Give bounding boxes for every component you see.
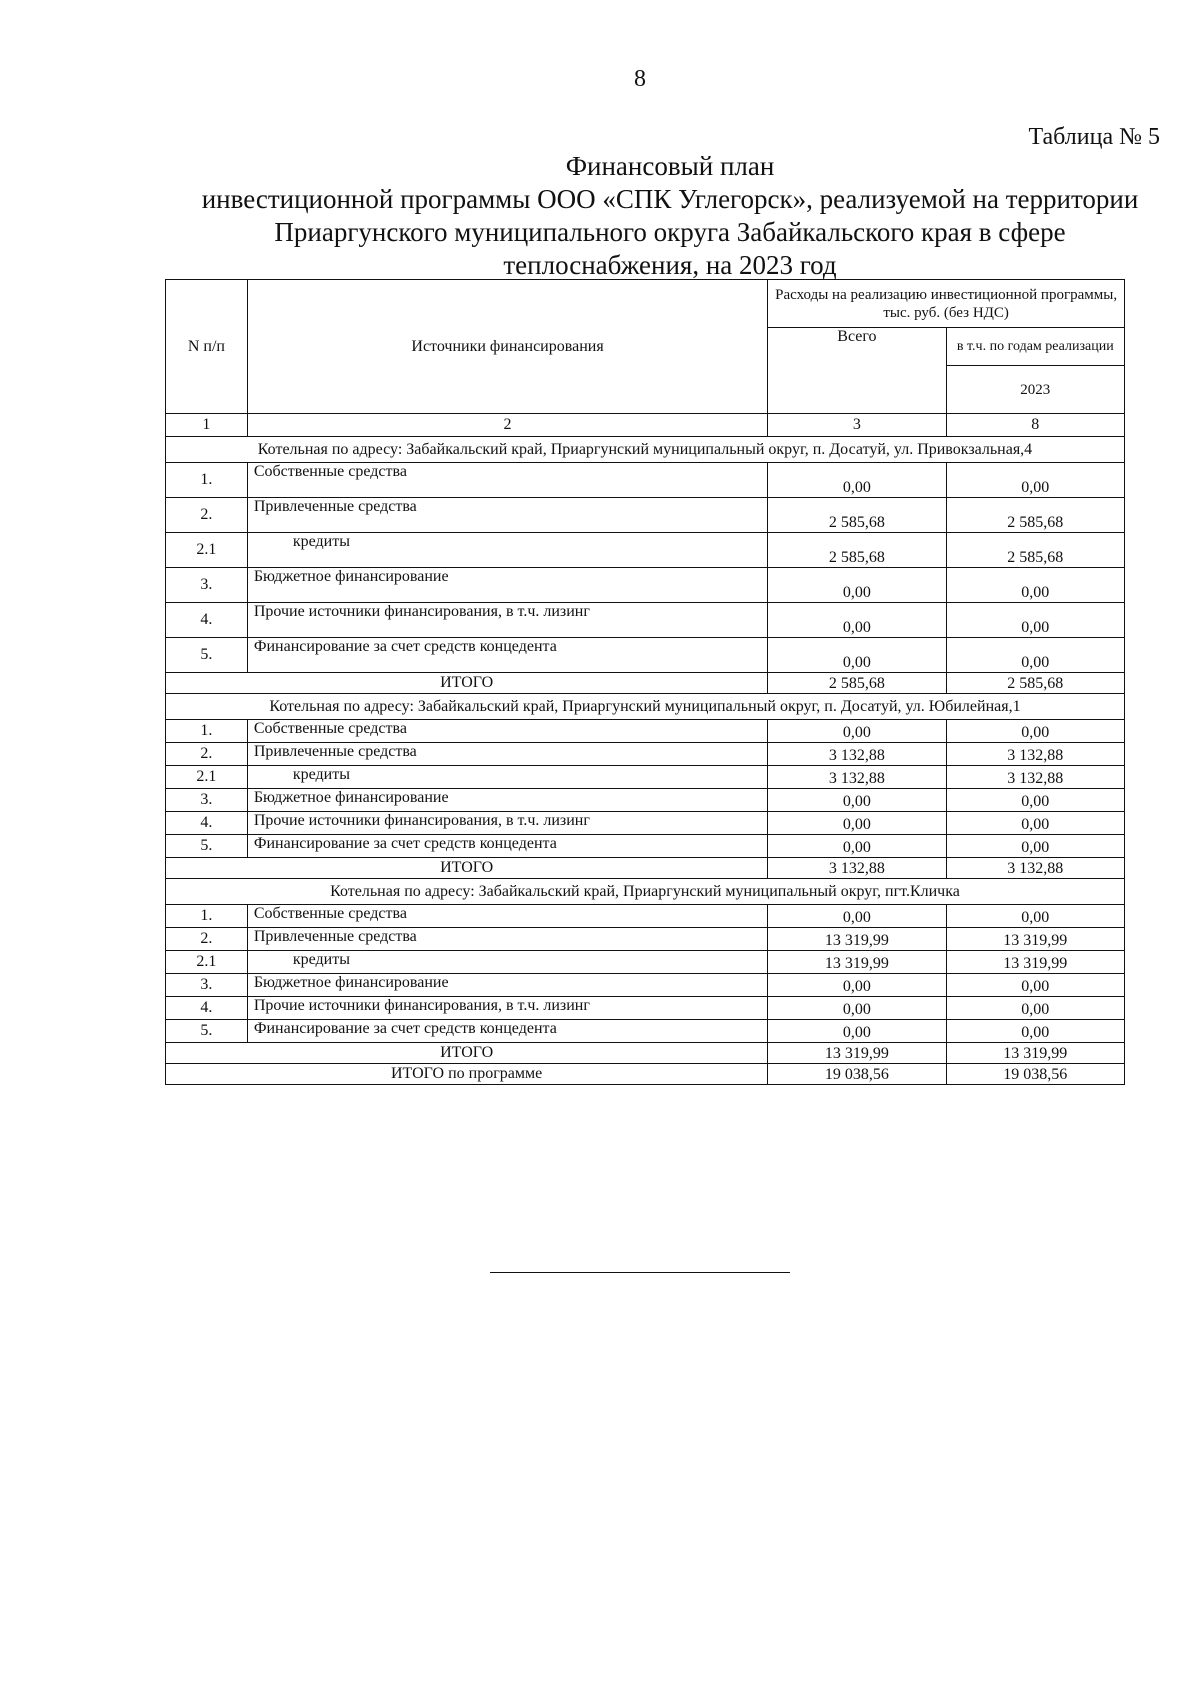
column-numbers-row bbox=[166, 414, 1125, 437]
header-total: Всего bbox=[768, 328, 946, 414]
header-expenses: Расходы на реализацию инвестиционной программы, тыс. руб. (без НДС) bbox=[768, 280, 1125, 328]
program-total-value: 19 038,56 bbox=[768, 1064, 946, 1085]
row-total-value: 0,00 bbox=[768, 974, 946, 997]
row-year-value: 0,00 bbox=[946, 1020, 1124, 1043]
row-source: Бюджетное финансирование bbox=[247, 974, 767, 997]
row-number: 3. bbox=[166, 789, 248, 812]
section-total-value: 2 585,68 bbox=[768, 673, 946, 694]
page-number: 8 bbox=[634, 66, 646, 92]
row-year-value: 3 132,88 bbox=[946, 743, 1124, 766]
document-title bbox=[140, 150, 1200, 282]
table-label: Таблица № 5 bbox=[1028, 124, 1160, 150]
section-total-row bbox=[166, 673, 1125, 694]
row-number: 2. bbox=[166, 498, 248, 533]
table-row bbox=[166, 568, 1125, 603]
section-total-value: 13 319,99 bbox=[768, 1043, 946, 1064]
row-year-value: 0,00 bbox=[946, 603, 1124, 638]
row-total-value: 0,00 bbox=[768, 603, 946, 638]
row-year-value: 0,00 bbox=[946, 568, 1124, 603]
row-year-value: 0,00 bbox=[946, 905, 1124, 928]
row-source: кредиты bbox=[247, 766, 767, 789]
row-source: Привлеченные средства bbox=[247, 498, 767, 533]
section-total-row bbox=[166, 1043, 1125, 1064]
row-number: 2.1 bbox=[166, 533, 248, 568]
table-row bbox=[166, 812, 1125, 835]
section-total-year-value: 3 132,88 bbox=[946, 858, 1124, 879]
row-year-value: 0,00 bbox=[946, 997, 1124, 1020]
row-year-value: 0,00 bbox=[946, 789, 1124, 812]
row-total-value: 0,00 bbox=[768, 720, 946, 743]
row-total-value: 0,00 bbox=[768, 997, 946, 1020]
row-year-value: 0,00 bbox=[946, 812, 1124, 835]
section-heading-row bbox=[166, 879, 1125, 905]
section-title: Котельная по адресу: Забайкальский край, Приаргунский муниципальный округ, п. Досатуй, ул. Юбилейная,1 bbox=[166, 694, 1125, 720]
row-source: Бюджетное финансирование bbox=[247, 568, 767, 603]
row-source: кредиты bbox=[247, 951, 767, 974]
row-source: Привлеченные средства bbox=[247, 743, 767, 766]
row-source: Собственные средства bbox=[247, 463, 767, 498]
column-number: 3 bbox=[768, 414, 946, 437]
section-title: Котельная по адресу: Забайкальский край, Приаргунский муниципальный округ, пгт.Кличка bbox=[166, 879, 1125, 905]
table-row bbox=[166, 951, 1125, 974]
row-year-value: 0,00 bbox=[946, 974, 1124, 997]
row-year-value: 13 319,99 bbox=[946, 928, 1124, 951]
row-year-value: 0,00 bbox=[946, 720, 1124, 743]
row-number: 2. bbox=[166, 743, 248, 766]
row-year-value: 2 585,68 bbox=[946, 498, 1124, 533]
header-year: 2023 bbox=[946, 366, 1124, 414]
title-line-4: теплоснабжения, на 2023 год bbox=[503, 250, 837, 280]
table-row bbox=[166, 997, 1125, 1020]
row-year-value: 13 319,99 bbox=[946, 951, 1124, 974]
row-year-value: 0,00 bbox=[946, 835, 1124, 858]
row-number: 5. bbox=[166, 638, 248, 673]
header-by-years: в т.ч. по годам реализации bbox=[946, 328, 1124, 366]
row-number: 1. bbox=[166, 720, 248, 743]
table-row bbox=[166, 766, 1125, 789]
table-row bbox=[166, 905, 1125, 928]
section-heading-row bbox=[166, 437, 1125, 463]
financial-plan-table bbox=[165, 279, 1125, 1085]
header-row bbox=[166, 280, 1125, 328]
row-total-value: 0,00 bbox=[768, 568, 946, 603]
table-row bbox=[166, 498, 1125, 533]
row-year-value: 0,00 bbox=[946, 463, 1124, 498]
section-title: Котельная по адресу: Забайкальский край, Приаргунский муниципальный округ, п. Досатуй, ул. Привокзальная,4 bbox=[166, 437, 1125, 463]
section-total-label: ИТОГО bbox=[166, 1043, 768, 1064]
table-row bbox=[166, 463, 1125, 498]
row-source: Собственные средства bbox=[247, 905, 767, 928]
program-total-label: ИТОГО по программе bbox=[166, 1064, 768, 1085]
table-row bbox=[166, 835, 1125, 858]
row-number: 2. bbox=[166, 928, 248, 951]
table-row bbox=[166, 603, 1125, 638]
row-total-value: 13 319,99 bbox=[768, 928, 946, 951]
row-number: 5. bbox=[166, 1020, 248, 1043]
row-year-value: 0,00 bbox=[946, 638, 1124, 673]
row-number: 3. bbox=[166, 568, 248, 603]
section-total-value: 3 132,88 bbox=[768, 858, 946, 879]
row-number: 2.1 bbox=[166, 766, 248, 789]
table-row bbox=[166, 638, 1125, 673]
row-year-value: 2 585,68 bbox=[946, 533, 1124, 568]
section-total-label: ИТОГО bbox=[166, 673, 768, 694]
header-n: N п/п bbox=[166, 280, 248, 414]
column-number: 8 bbox=[946, 414, 1124, 437]
row-source: Финансирование за счет средств концедента bbox=[247, 1020, 767, 1043]
header-source: Источники финансирования bbox=[247, 280, 767, 414]
row-total-value: 13 319,99 bbox=[768, 951, 946, 974]
row-number: 2.1 bbox=[166, 951, 248, 974]
row-source: Прочие источники финансирования, в т.ч. лизинг bbox=[247, 603, 767, 638]
row-total-value: 3 132,88 bbox=[768, 766, 946, 789]
table-row bbox=[166, 743, 1125, 766]
table-row bbox=[166, 789, 1125, 812]
row-source: кредиты bbox=[247, 533, 767, 568]
title-line-1: Финансовый план bbox=[565, 151, 775, 181]
section-heading-row bbox=[166, 694, 1125, 720]
row-number: 3. bbox=[166, 974, 248, 997]
row-number: 4. bbox=[166, 997, 248, 1020]
row-source: Финансирование за счет средств концедента bbox=[247, 835, 767, 858]
program-total-row bbox=[166, 1064, 1125, 1085]
row-number: 4. bbox=[166, 812, 248, 835]
footer-divider bbox=[490, 1272, 790, 1273]
table-row bbox=[166, 928, 1125, 951]
row-number: 5. bbox=[166, 835, 248, 858]
title-line-3: Приаргунского муниципального округа Забайкальского края в сфере bbox=[274, 217, 1066, 247]
section-total-year-value: 2 585,68 bbox=[946, 673, 1124, 694]
table-row bbox=[166, 720, 1125, 743]
row-number: 1. bbox=[166, 463, 248, 498]
column-number: 2 bbox=[247, 414, 767, 437]
row-total-value: 0,00 bbox=[768, 638, 946, 673]
row-source: Прочие источники финансирования, в т.ч. лизинг bbox=[247, 997, 767, 1020]
row-source: Прочие источники финансирования, в т.ч. лизинг bbox=[247, 812, 767, 835]
row-total-value: 2 585,68 bbox=[768, 533, 946, 568]
row-source: Бюджетное финансирование bbox=[247, 789, 767, 812]
row-total-value: 0,00 bbox=[768, 789, 946, 812]
row-total-value: 0,00 bbox=[768, 835, 946, 858]
table-row bbox=[166, 1020, 1125, 1043]
table-row bbox=[166, 533, 1125, 568]
row-total-value: 0,00 bbox=[768, 1020, 946, 1043]
table-row bbox=[166, 974, 1125, 997]
row-total-value: 0,00 bbox=[768, 905, 946, 928]
row-number: 1. bbox=[166, 905, 248, 928]
column-number: 1 bbox=[166, 414, 248, 437]
row-source: Собственные средства bbox=[247, 720, 767, 743]
section-total-year-value: 13 319,99 bbox=[946, 1043, 1124, 1064]
title-line-2: инвестиционной программы ООО «СПК Углегорск», реализуемой на территории bbox=[201, 184, 1139, 214]
row-number: 4. bbox=[166, 603, 248, 638]
program-total-year-value: 19 038,56 bbox=[946, 1064, 1124, 1085]
row-total-value: 0,00 bbox=[768, 812, 946, 835]
section-total-row bbox=[166, 858, 1125, 879]
row-year-value: 3 132,88 bbox=[946, 766, 1124, 789]
row-total-value: 2 585,68 bbox=[768, 498, 946, 533]
row-source: Финансирование за счет средств концедента bbox=[247, 638, 767, 673]
row-total-value: 0,00 bbox=[768, 463, 946, 498]
row-source: Привлеченные средства bbox=[247, 928, 767, 951]
section-total-label: ИТОГО bbox=[166, 858, 768, 879]
row-total-value: 3 132,88 bbox=[768, 743, 946, 766]
